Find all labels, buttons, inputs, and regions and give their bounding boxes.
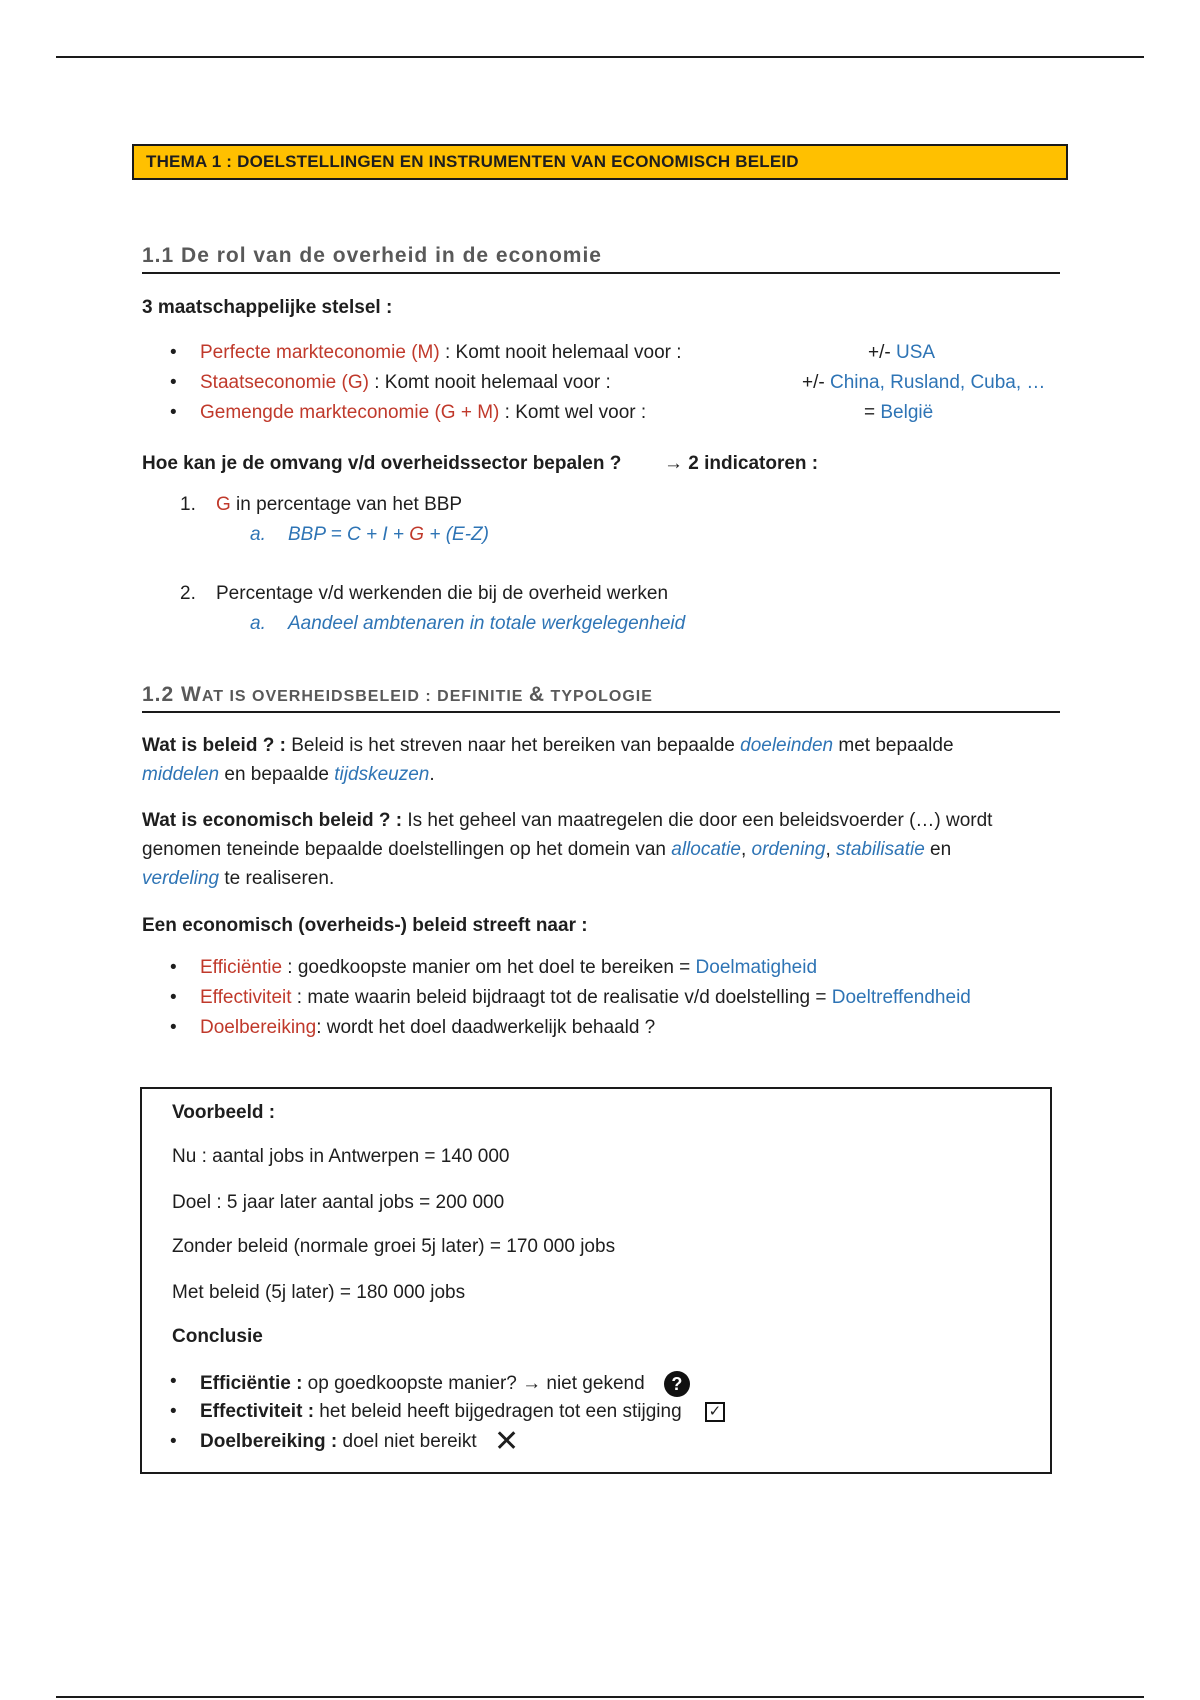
conclusion-title: Conclusie bbox=[172, 1326, 263, 1347]
streeft-naar: Een economisch (overheids-) beleid streeft naar : bbox=[142, 915, 588, 936]
bbp-formula: a. BBP = C + I + G + (E-Z) bbox=[250, 524, 489, 545]
indicators-label: → 2 indicatoren : bbox=[664, 453, 819, 474]
theme-banner bbox=[132, 144, 1068, 180]
question-icon: ? bbox=[664, 1371, 690, 1397]
checkbox-icon: ✓ bbox=[705, 1402, 725, 1422]
top-rule bbox=[56, 56, 1144, 58]
economisch-beleid-definition: Wat is economisch beleid ? : Is het geheel van maatregelen die door een beleidsvoerder (…) wordt genomen teneinde bepaalde doelstellingen op het domein van allocatie, ordening, stabilisatie en verdeling te realiseren. bbox=[142, 810, 993, 889]
indicator-1: 1. G in percentage van het BBP bbox=[180, 494, 463, 515]
ambtenaren-subitem: a. Aandeel ambtenaren in totale werkgelegenheid bbox=[250, 613, 686, 634]
bottom-rule bbox=[56, 1696, 1144, 1698]
section-2-heading: 1.2 WAT IS OVERHEIDSBELEID : DEFINITIE & TYPOLOGIE bbox=[142, 683, 1060, 713]
example-line-now: Nu : aantal jobs in Antwerpen = 140 000 bbox=[172, 1146, 510, 1167]
system-name: Perfecte markteconomie (M) bbox=[200, 342, 440, 363]
system-name: Gemengde markteconomie (G + M) bbox=[200, 402, 500, 423]
section-1-heading: 1.1 De rol van de overheid in de economie bbox=[142, 244, 1060, 274]
theme-title: DOELSTELLINGEN EN INSTRUMENTEN VAN ECONOMISCH BELEID bbox=[237, 152, 799, 171]
cross-icon: ✕ bbox=[493, 1424, 520, 1458]
system-value-1: +/- USA bbox=[868, 342, 936, 363]
system-value-3: = België bbox=[864, 402, 934, 423]
theme-prefix: THEMA 1 : bbox=[146, 152, 238, 171]
omvang-question: Hoe kan je de omvang v/d overheidssector bepalen ? bbox=[142, 453, 622, 474]
example-line-goal: Doel : 5 jaar later aantal jobs = 200 000 bbox=[172, 1192, 505, 1213]
example-line-with-policy: Met beleid (5j later) = 180 000 jobs bbox=[172, 1282, 466, 1303]
example-box: Voorbeeld : Nu : aantal jobs in Antwerpen = 140 000 Doel : 5 jaar later aantal jobs = 200 000 Zonder beleid (normale groei 5j later) = 170 000 jobs Met beleid (5j later) = 180 000 jobs Conclusie Efficiëntie : op goedkoopste manier? → niet gekend ? Effectiviteit : het beleid heeft bijgedragen tot een stijging ✓ Doelbereiking : doel niet bereikt ✕ bbox=[140, 1087, 1052, 1474]
example-line-without-policy: Zonder beleid (normale groei 5j later) = 170 000 jobs bbox=[172, 1236, 616, 1257]
indicator-2: 2. Percentage v/d werkenden die bij de overheid werken bbox=[180, 583, 669, 604]
system-value-2: +/- China, Rusland, Cuba, … bbox=[802, 372, 1046, 393]
example-title: Voorbeeld : bbox=[172, 1102, 276, 1123]
system-name: Staatseconomie (G) bbox=[200, 372, 369, 393]
beleid-definition: Wat is beleid ? : Beleid is het streven naar het bereiken van bepaalde doeleinden met bepaalde middelen en bepaalde tijdskeuzen. bbox=[142, 735, 954, 785]
stelsel-title: 3 maatschappelijke stelsel : bbox=[142, 297, 393, 318]
